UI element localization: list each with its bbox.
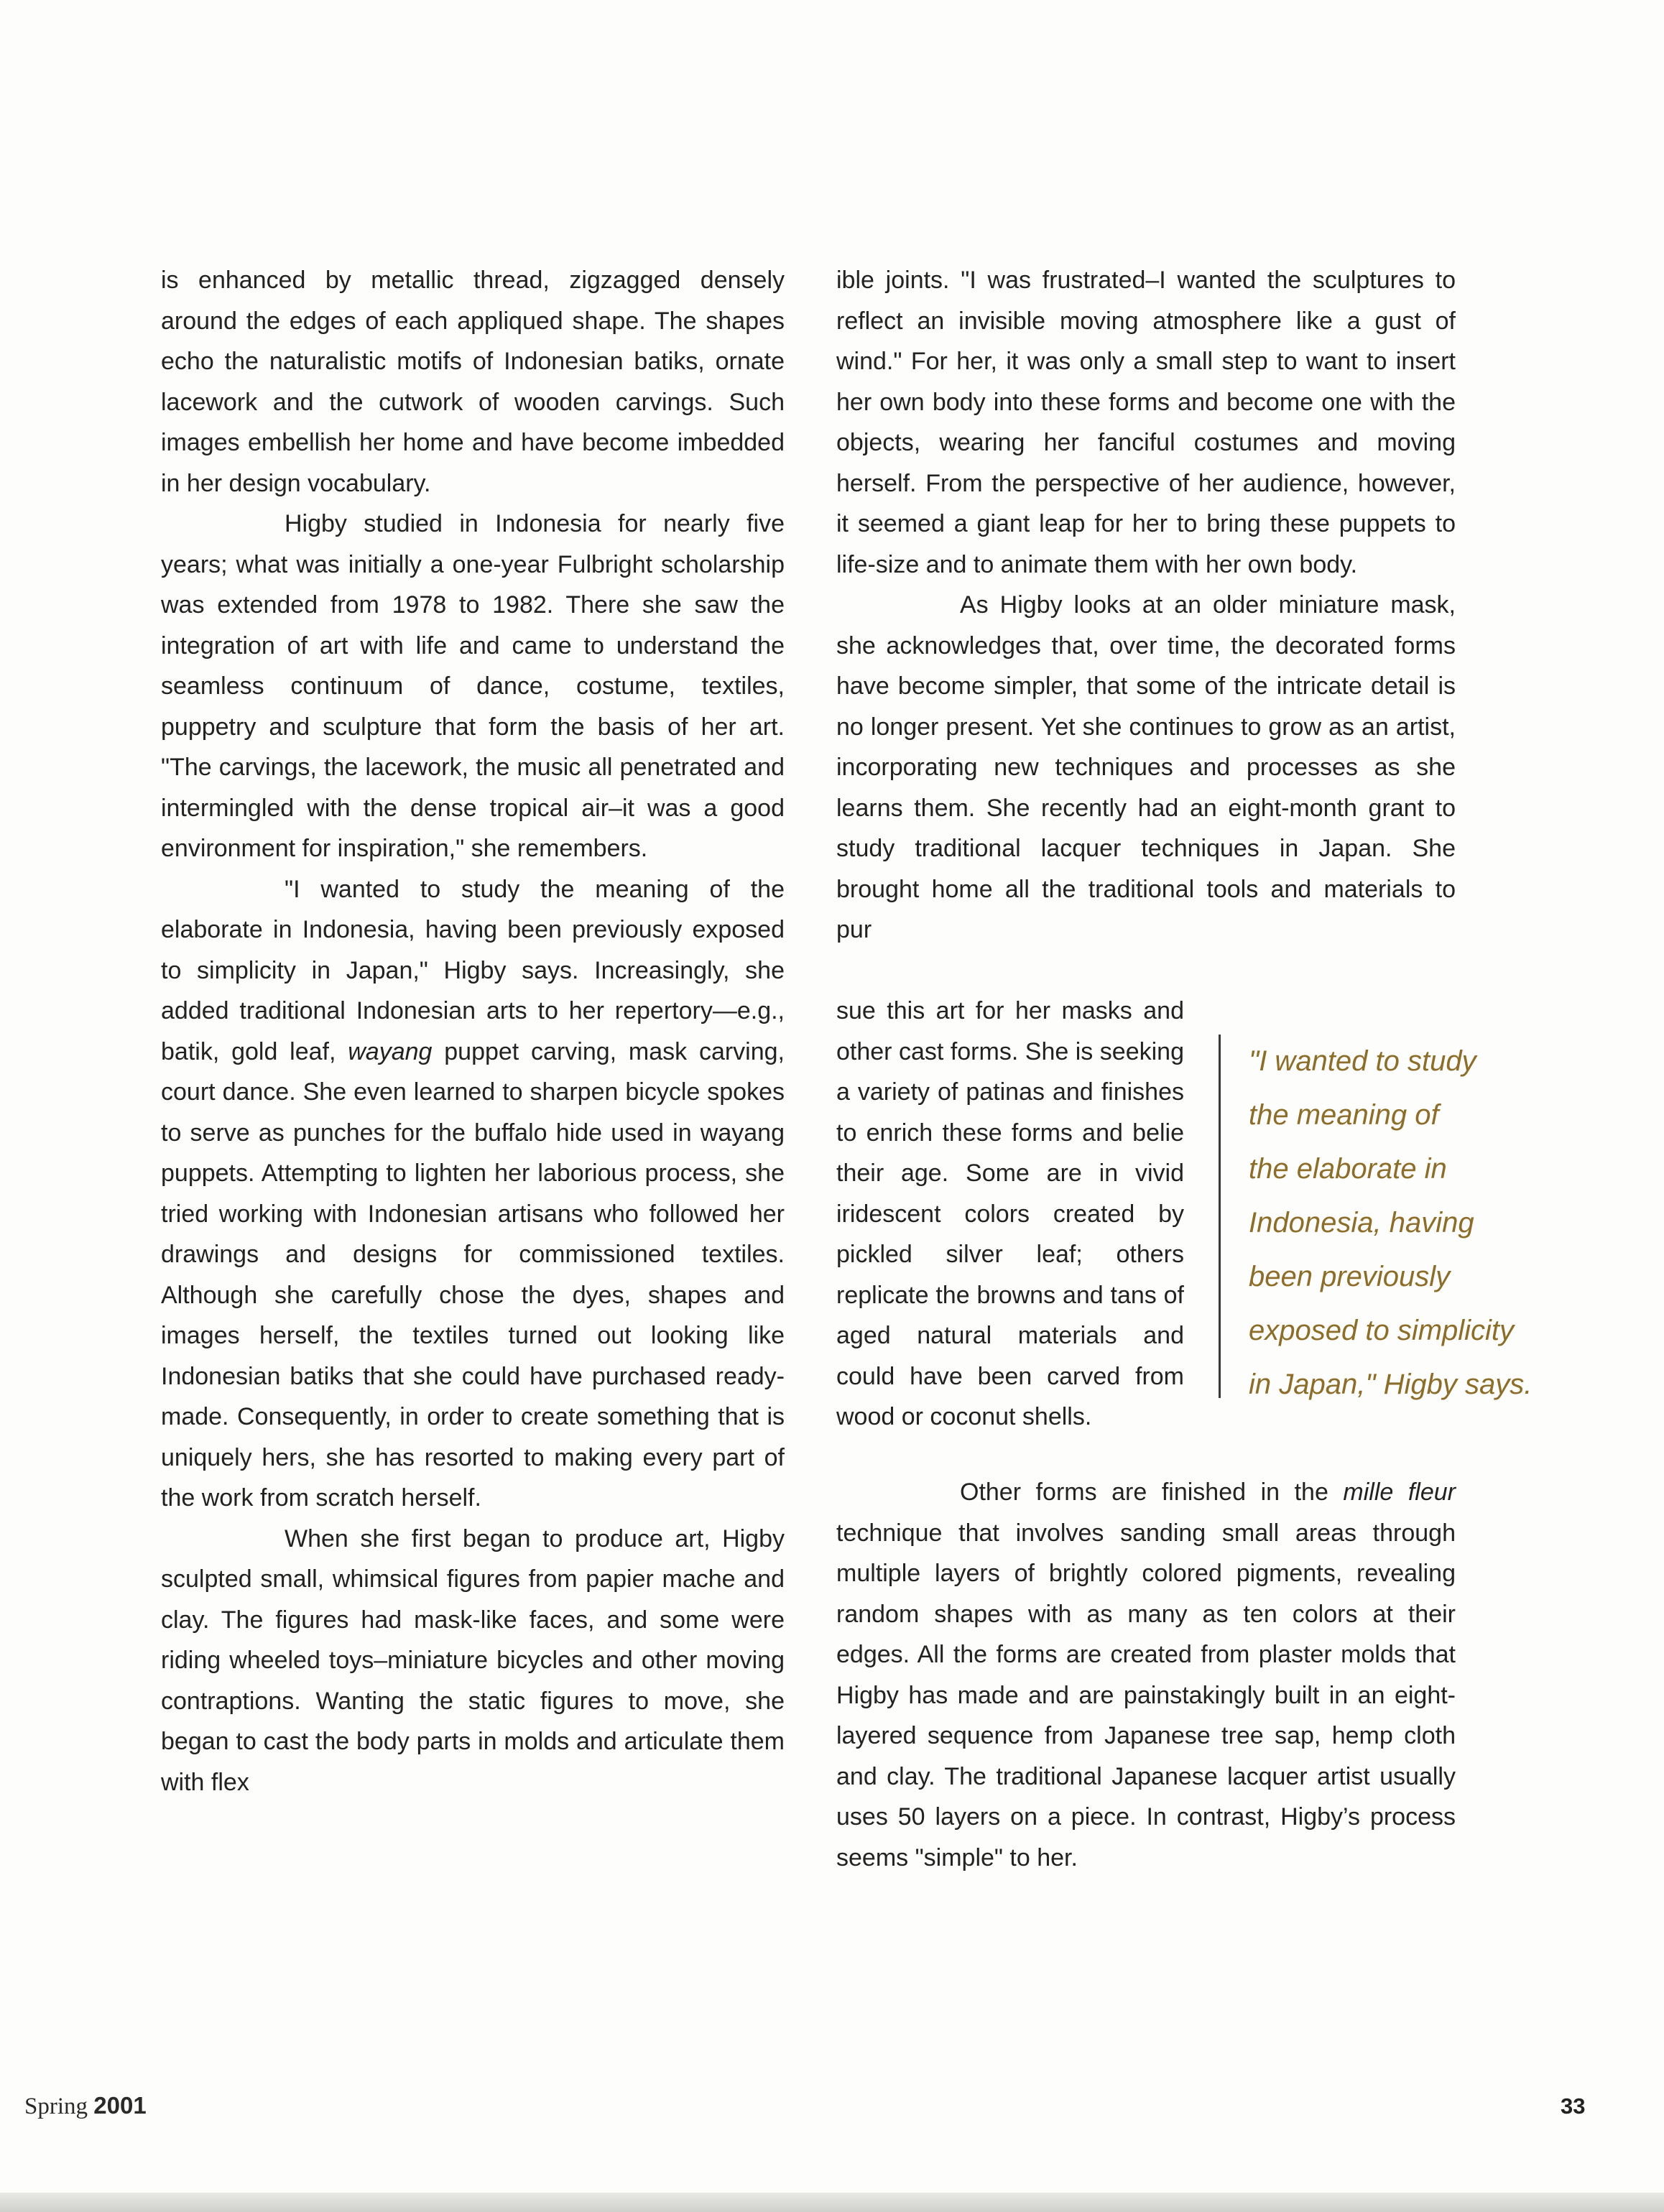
right-column-lower <box>836 1472 1456 1878</box>
pullquote-rule <box>1219 1035 1221 1398</box>
body-paragraph: sue this art for her masks and other cast forms. She is seeking a variety of patinas and finishes to enrich these forms and belie their age. Some are in vivid iridescent colors created by pickled silver leaf; others replicate the browns and tans of aged natural materials and could have been carved from wood or coconut shells. <box>836 997 1184 1430</box>
body-paragraph: As Higby looks at an older miniature mask, she acknowledges that, over time, the decorated forms have become simpler, that some of the intricate detail is no longer present. Yet she continues to grow as an artist, incorporating new techniques and processes as she learns them. She recently had an eight-month grant to study traditional lacquer techniques in Japan. She brought home all the traditional tools and materials to pur <box>836 591 1456 943</box>
footer-year: 2001 <box>93 2092 147 2119</box>
body-paragraph <box>161 869 785 1519</box>
pullquote: "I wanted to study the meaning of the elaborate in Indonesia, having been previously exposed to simplicity in Japan," Higby says. <box>1249 1045 1533 1400</box>
page-number: 33 <box>1561 2093 1586 2119</box>
body-paragraph <box>836 1472 1456 1878</box>
body-text: puppet carving, mask carving, court dance. She even learned to sharpen bicycle spokes to serve as punches for the buffalo hide used in wayang puppets. Attempting to lighten her laborious process, she tried working with Indonesian artisans who followed her drawings and designs for commissioned textiles. Although she carefully chose the dyes, shapes and images herself, the textiles turned out looking like Indonesian batiks that she could have purchased ready-made. Consequently, in order to create something that is uniquely hers, she has resorted to making every part of the work from scratch herself. <box>161 1037 785 1512</box>
italic-term: mille fleur <box>1343 1478 1456 1506</box>
italic-term: wayang <box>348 1037 433 1065</box>
scan-edge <box>0 2193 1664 2212</box>
issue-footer <box>24 2092 147 2120</box>
body-paragraph: Higby studied in Indonesia for nearly five years; what was initially a one-year Fulbright scholarship was extended from 1978 to 1982. There she saw the integration of art with life and came to understand the seamless continuum of dance, costume, textiles, puppetry and sculpture that form the basis of her art. "The carvings, the lacework, the music all penetrated and intermingled with the dense tropical air–it was a good environment for inspiration," she remembers. <box>161 510 785 862</box>
body-paragraph: is enhanced by metallic thread, zigzagged densely around the edges of each appliqued shape. The shapes echo the naturalistic motifs of Indonesian batiks, ornate lacework and the cutwork of wooden carvings. Such images embellish her home and have become imbedded in her design vocabulary. <box>161 267 785 497</box>
body-paragraph: ible joints. "I was frustrated–I wanted the sculptures to reflect an invisible moving atmosphere like a gust of wind." For her, it was only a small step to want to insert her own body into these forms and become one with the objects, wearing her fanciful costumes and moving herself. From the perspective of her audience, however, it seemed a giant leap for her to bring these puppets to life-size and to animate them with her own body. <box>836 267 1456 578</box>
left-column <box>161 260 785 1803</box>
right-column-narrow <box>836 991 1184 1438</box>
body-text: technique that involves sanding small areas through multiple layers of brightly colored pigments, revealing random shapes with as many as ten colors at their edges. All the forms are created from plaster molds that Higby has made and are painstakingly built in an eight-layered sequence from Japanese tree sap, hemp cloth and clay. The traditional Japanese lacquer artist usually uses 50 layers on a piece. In contrast, Higby’s process seems "simple" to her. <box>836 1519 1456 1871</box>
right-column-upper <box>836 260 1456 950</box>
body-paragraph: When she first began to produce art, Higby sculpted small, whimsical figures from papier mache and clay. The figures had mask-like faces, and some were riding wheeled toys–miniature bicycles and other moving contraptions. Wanting the static figures to move, she began to cast the body parts in molds and articulate them with flex <box>161 1524 785 1796</box>
footer-season: Spring <box>24 2093 94 2119</box>
body-text: "I wanted to study the meaning of the elaborate in Indonesia, having been previously exposed to simplicity in Japan," Higby says. Increasingly, she added traditional Indonesian arts to her repertory—e.g., batik, gold leaf, <box>161 875 785 1065</box>
body-text: Other forms are finished in the <box>960 1478 1344 1506</box>
